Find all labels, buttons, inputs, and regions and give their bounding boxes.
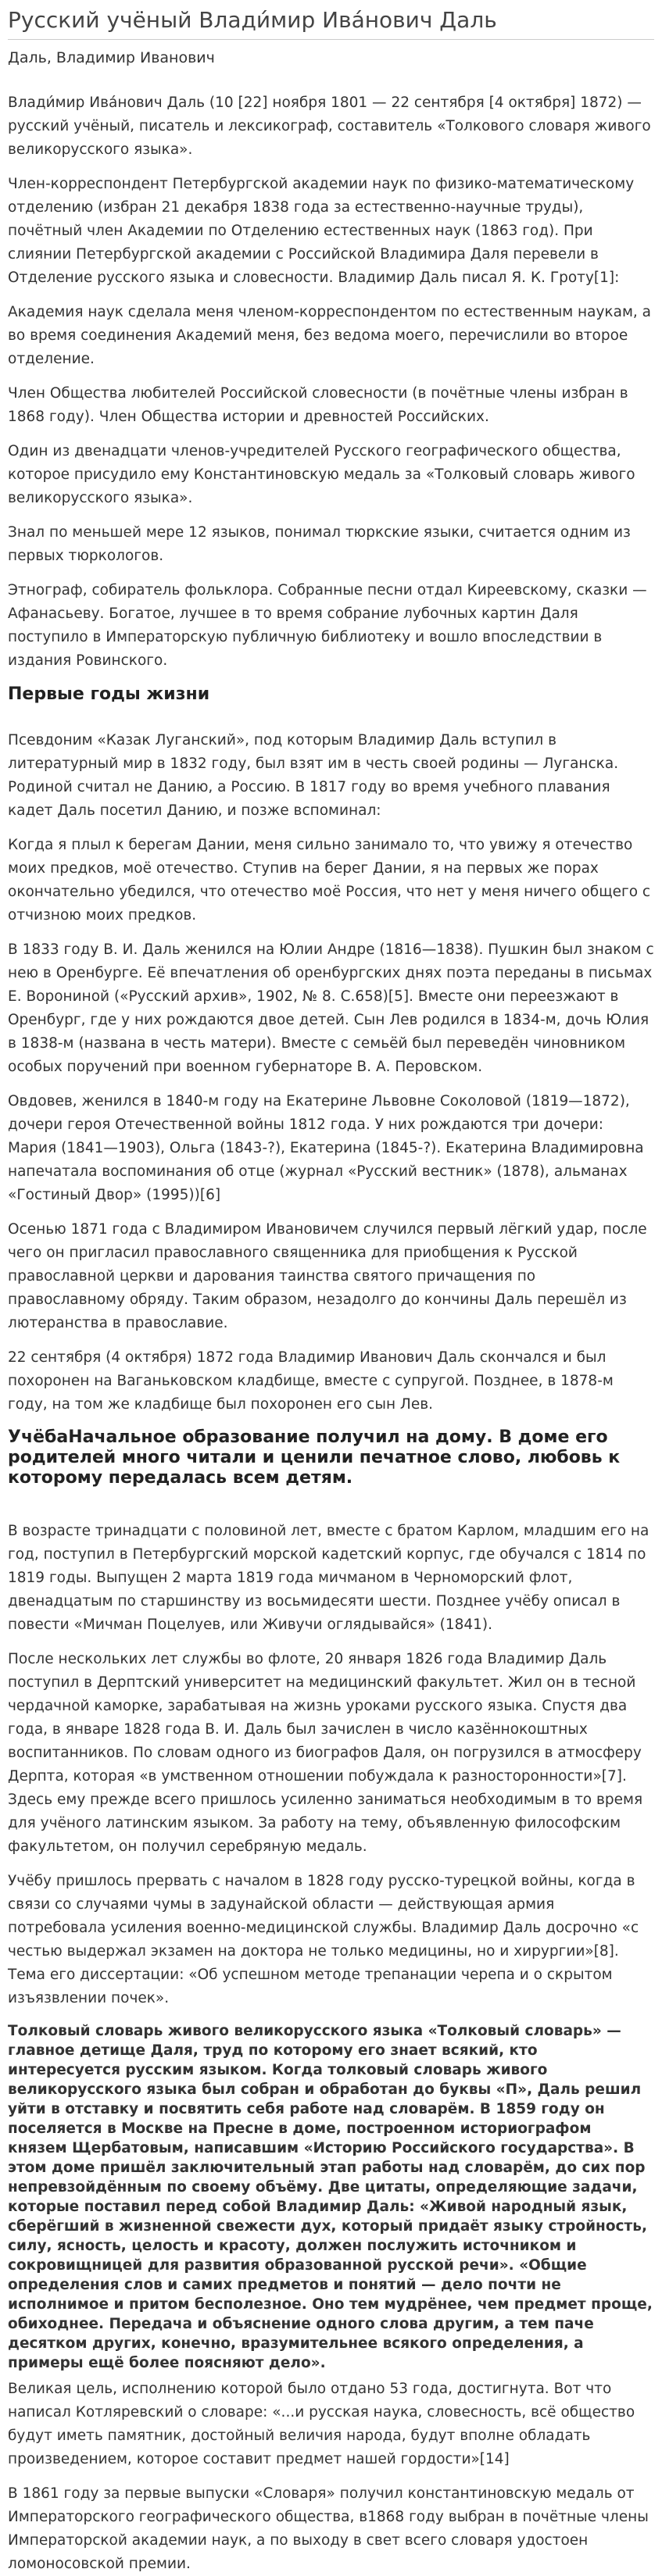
intro-paragraph: Этнограф, собиратель фольклора. Собранные песни отдал Киреевскому, сказки — Афанасьеву. Богатое, лучшее в то время собрание лубочных картин Даля поступило в Императорскую публичную библиотеку и вошло впоследствии в издания Ровинского. [8, 582, 647, 669]
page-subtitle: Даль, Владимир Иванович [8, 49, 215, 66]
section-paragraph: В возрасте тринадцати с половиной лет, вместе с братом Карлом, младшим его на год, поступил в Петербургский морской кадетский корпус, где обучался с 1814 по 1819 годы. Выпущен 2 марта 1819 года мичманом в Черноморский флот, двенадцатым по старшинству из восьмидесяти шести. Позднее учёбу описал в повести «Мичман Поцелуев, или Живучи оглядывайся» (1841). [8, 1523, 649, 1633]
section-paragraph: Овдовев, женился в 1840-м году на Екатерине Львовне Соколовой (1819—1872), дочери героя Отечественной войны 1812 года. У них рождаются три дочери: Мария (1841—1903), Ольга (1843-?), Екатерина (1845-?). Екатерина Владимировна напечатала воспоминания об отце (журнал «Русский вестник» (1878), альманах «Гостиный Двор» (1995))[6] [8, 1093, 644, 1203]
section-paragraph: После нескольких лет службы во флоте, 20 января 1826 года Владимир Даль поступил в Дерптский университет на медицинский факультет. Жил он в тесной чердачной каморке, зарабатывая на жизнь уроками русского языка. Спустя два года, в январе 1828 года В. И. Даль был зачислен в число казённокоштных воспитанников. По словам одного из биографов Даля, он погрузился в атмосферу Дерпта, которая «в умственном отношении побуждала к разносторонности»[7]. Здесь ему прежде всего пришлось усиленно заниматься необходимым в то время для учёного латинским языком. За работу на тему, объявленную философским факультетом, он получил серебряную медаль. [8, 1651, 643, 1855]
intro-quote: Академия наук сделала меня членом-корреспондентом по естественным наукам, а во время соединения Академий меня, без ведома моего, перечислили во второе отделение. [8, 304, 651, 367]
page-title: Русский учёный Влади́мир Ива́нович Даль [8, 6, 654, 40]
section-paragraph: Псевдоним «Казак Луганский», под которым Владимир Даль вступил в литературный мир в 1832 году, был взят им в честь своей родины — Луганска. Родиной считал не Данию, а Россию. В 1817 году во время учебного плавания кадет Даль посетил Данию, и позже вспоминал: [8, 732, 619, 819]
section-paragraph: Великая цель, исполнению которой было отдано 53 года, достигнута. Вот что написал Котляревский о словаре: «...и русская наука, словесность, всё общество будут иметь памятник, достойный величия народа, будут вполне обладать произведением, которое составит предмет нашей гордости»[14] [8, 2381, 635, 2467]
section-heading-education: УчёбаНачальное образование получил на дому. В доме его родителей много читали и ценили печатное слово, любовь к которому передалась всем детям. [8, 1427, 621, 1488]
section-paragraph: 22 сентября (4 октября) 1872 года Владимир Иванович Даль скончался и был похоронен на Ваганьковском кладбище, вместе с супругой. Позднее, в 1878-м году, на том же кладбище был похоронен его сын Лев. [8, 1349, 614, 1413]
intro-paragraph: Член Общества любителей Российской словесности (в почётные члены избран в 1868 году). Член Общества истории и древностей Российских. [8, 385, 628, 425]
section-paragraph: В 1833 году В. И. Даль женился на Юлии Андре (1816—1838). Пушкин был знаком с нею в Оренбурге. Её впечатления об оренбургских днях поэта переданы в письмах Е. Ворониной («Русский архив», 1902, № 8. С.658)[5]. Вместе они переезжают в Оренбург, где у них рождаются двое детей. Сын Лев родился в 1834-м, дочь Юлия в 1838-м (названа в честь матери). Вместе с семьёй был переведён чиновником особых поручений при военном губернаторе В. А. Перовском. [8, 941, 654, 1075]
section-paragraph: В 1861 году за первые выпуски «Словаря» получил константиновскую медаль от Императорского географического общества, в1868 году выбран в почётные члены Императорской академии наук, а по выходу в свет всего словаря удостоен ломоносовской премии. [8, 2485, 649, 2572]
intro-paragraph: Знал по меньшей мере 12 языков, понимал тюркские языки, считается одним из первых тюркологов. [8, 524, 631, 564]
intro-paragraph: Член-корреспондент Петербургской академии наук по физико-математическому отделению (избран 21 декабря 1838 года за естественно-научные труды), почётный член Академии по Отделению естественных наук (1863 год). При слиянии Петербургской академии с Российской Владимира Даля перевели в Отделение русского языка и словесности. Владимир Даль писал Я. К. Гроту[1]: [8, 176, 635, 286]
section-paragraph: Осенью 1871 года с Владимиром Ивановичем случился первый лёгкий удар, после чего он пригласил православного священника для приобщения к Русской православной церкви и дарования таинства святого причащения по православному обряду. Таким образом, незадолго до кончины Даль перешёл из лютеранства в православие. [8, 1221, 647, 1331]
intro-paragraph: Один из двенадцати членов-учредителей Русского географического общества, которое присудило ему Константиновскую медаль за «Толковый словарь живого великорусского языка». [8, 443, 635, 506]
section-quote: Когда я плыл к берегам Дании, меня сильно занимало то, что увижу я отечество моих предков, моё отечество. Ступив на берег Дании, я на первых же порах окончательно убедился, что отечество моё Россия, что нет у меня ничего общего с отчизною моих предков. [8, 837, 651, 924]
dictionary-bold-block: Толковый словарь живого великорусского языка «Толковый словарь» — главное детище Даля, труд по которому его знает всякий, кто интересуется русским языком. Когда толковый словарь живого великорусского языка был собран и обработан до буквы «П», Даль решил уйти в отставку и посвятить себя работе над словарём. В 1859 году он поселяется в Москве на Пресне в доме, построенном историографом князем Щербатовым, написавшим «Историю Российского государства». В этом доме пришёл заключительный этап работы над словарём, до сих пор непревзойдённым по своему объёму. Две цитаты, определяющие задачи, которые поставил перед собой Владимир Даль: «Живой народный язык, сберёгший в жизненной свежести дух, который придаёт языку стройность, силу, ясность, целость и красоту, должен послужить источником и сокровищницей для развития образованной русской речи». «Общие определения слов и самих предметов и понятий — дело почти не исполнимое и притом бесполезное. Оно тем мудрёнее, чем предмет проще, обиходнее. Передача и объяснение одного слова другим, а тем паче десятком других, конечно, вразумительнее всякого определения, а примеры ещё более поясняют дело». [8, 2023, 653, 2371]
section-paragraph: Учёбу пришлось прервать с началом в 1828 году русско-турецкой войны, когда в связи со случаями чумы в задунайской области — действующая армия потребовала усиления военно-медицинской службы. Владимир Даль досрочно «с честью выдержал экзамен на доктора не только медицины, но и хирургии»[8]. Тема его диссертации: «Об успешном методе трепанации черепа и о скрытом изъязвлении почек». [8, 1873, 639, 2006]
section-heading-early-years: Первые годы жизни [8, 684, 210, 704]
intro-paragraph: Влади́мир Ива́нович Даль (10 [22] ноября 1801 — 22 сентября [4 октября] 1872) — русский учёный, писатель и лексикограф, составитель «Толкового словаря живого великорусского языка». [8, 95, 651, 158]
